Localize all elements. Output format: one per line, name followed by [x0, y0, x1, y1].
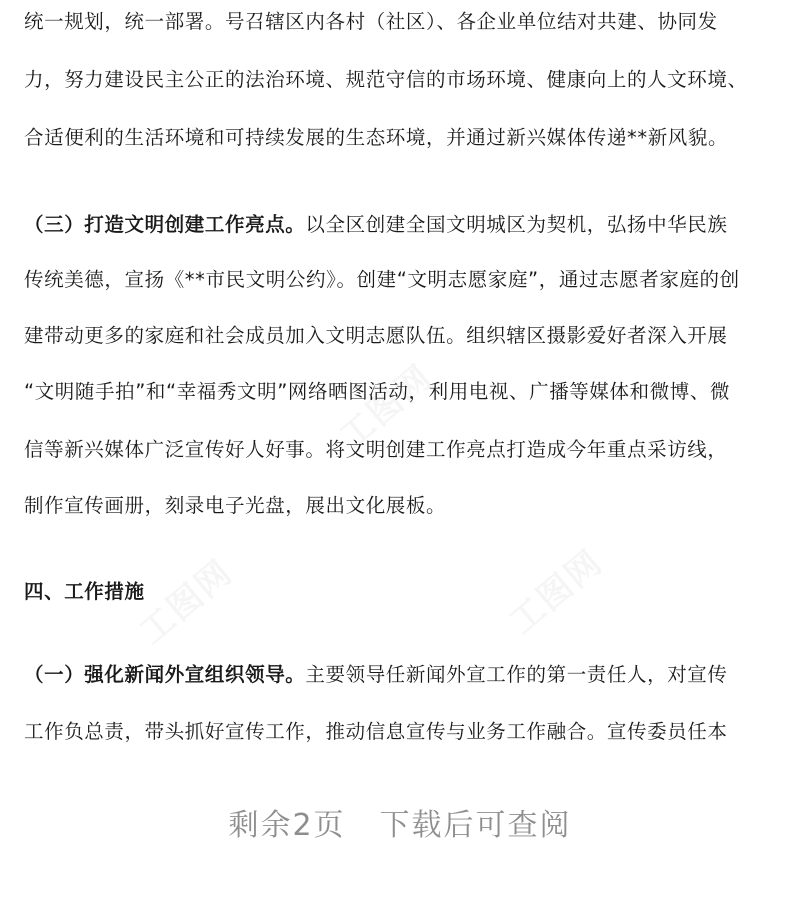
text-line: 制作宣传画册，刻录电子光盘，展出文化展板。 — [24, 494, 447, 517]
text-line: 统一规划，统一部署。号召辖区内各村（社区）、各企业单位结对共建、协同发 — [24, 10, 718, 33]
text-line: 力，努力建设民主公正的法治环境、规范守信的市场环境、健康向上的人文环境、 — [24, 68, 748, 91]
text-line: 信等新兴媒体广泛宣传好人好事。将文明创建工作亮点打造成今年重点采访线， — [24, 438, 728, 461]
watermark: 工图网 — [132, 552, 241, 653]
watermark: 工图网 — [502, 542, 611, 643]
text-line: 合适便利的生活环境和可持续发展的生态环境，并通过新兴媒体传递**新风貌。 — [24, 126, 729, 149]
text-line: 建带动更多的家庭和社会成员加入文明志愿队伍。组织辖区摄影爱好者深入开展 — [24, 324, 728, 347]
section-4-1-text: 主要领导任新闻外宣工作的第一责任人，对宣传 — [305, 663, 728, 686]
text-line: 工作负总责，带头抓好宣传工作，推动信息宣传与业务工作融合。宣传委员任本 — [24, 720, 728, 743]
remaining-pages-label: 剩余2页 — [228, 808, 346, 843]
watermark: 工图网 — [332, 357, 441, 458]
text-line: “文明随手拍”和“幸福秀文明”网络晒图活动，利用电视、广播等媒体和微博、微 — [24, 380, 731, 403]
section-3-title: （三）打造文明创建工作亮点。 — [24, 213, 306, 236]
section-4-1-first-line — [24, 661, 784, 689]
remaining-pages-prompt[interactable] — [0, 806, 800, 846]
text-line: 传统美德，宣扬《**市民文明公约》。创建“文明志愿家庭”，通过志愿者家庭的创 — [24, 268, 740, 291]
section-4-1-title: （一）强化新闻外宣组织领导。 — [24, 663, 306, 686]
section-4-heading: 四、工作措施 — [24, 580, 145, 603]
section-3-text: 以全区创建全国文明城区为契机，弘扬中华民族 — [305, 213, 728, 236]
download-to-view-label: 下载后可查阅 — [379, 808, 572, 843]
section-3-first-line — [24, 211, 784, 239]
